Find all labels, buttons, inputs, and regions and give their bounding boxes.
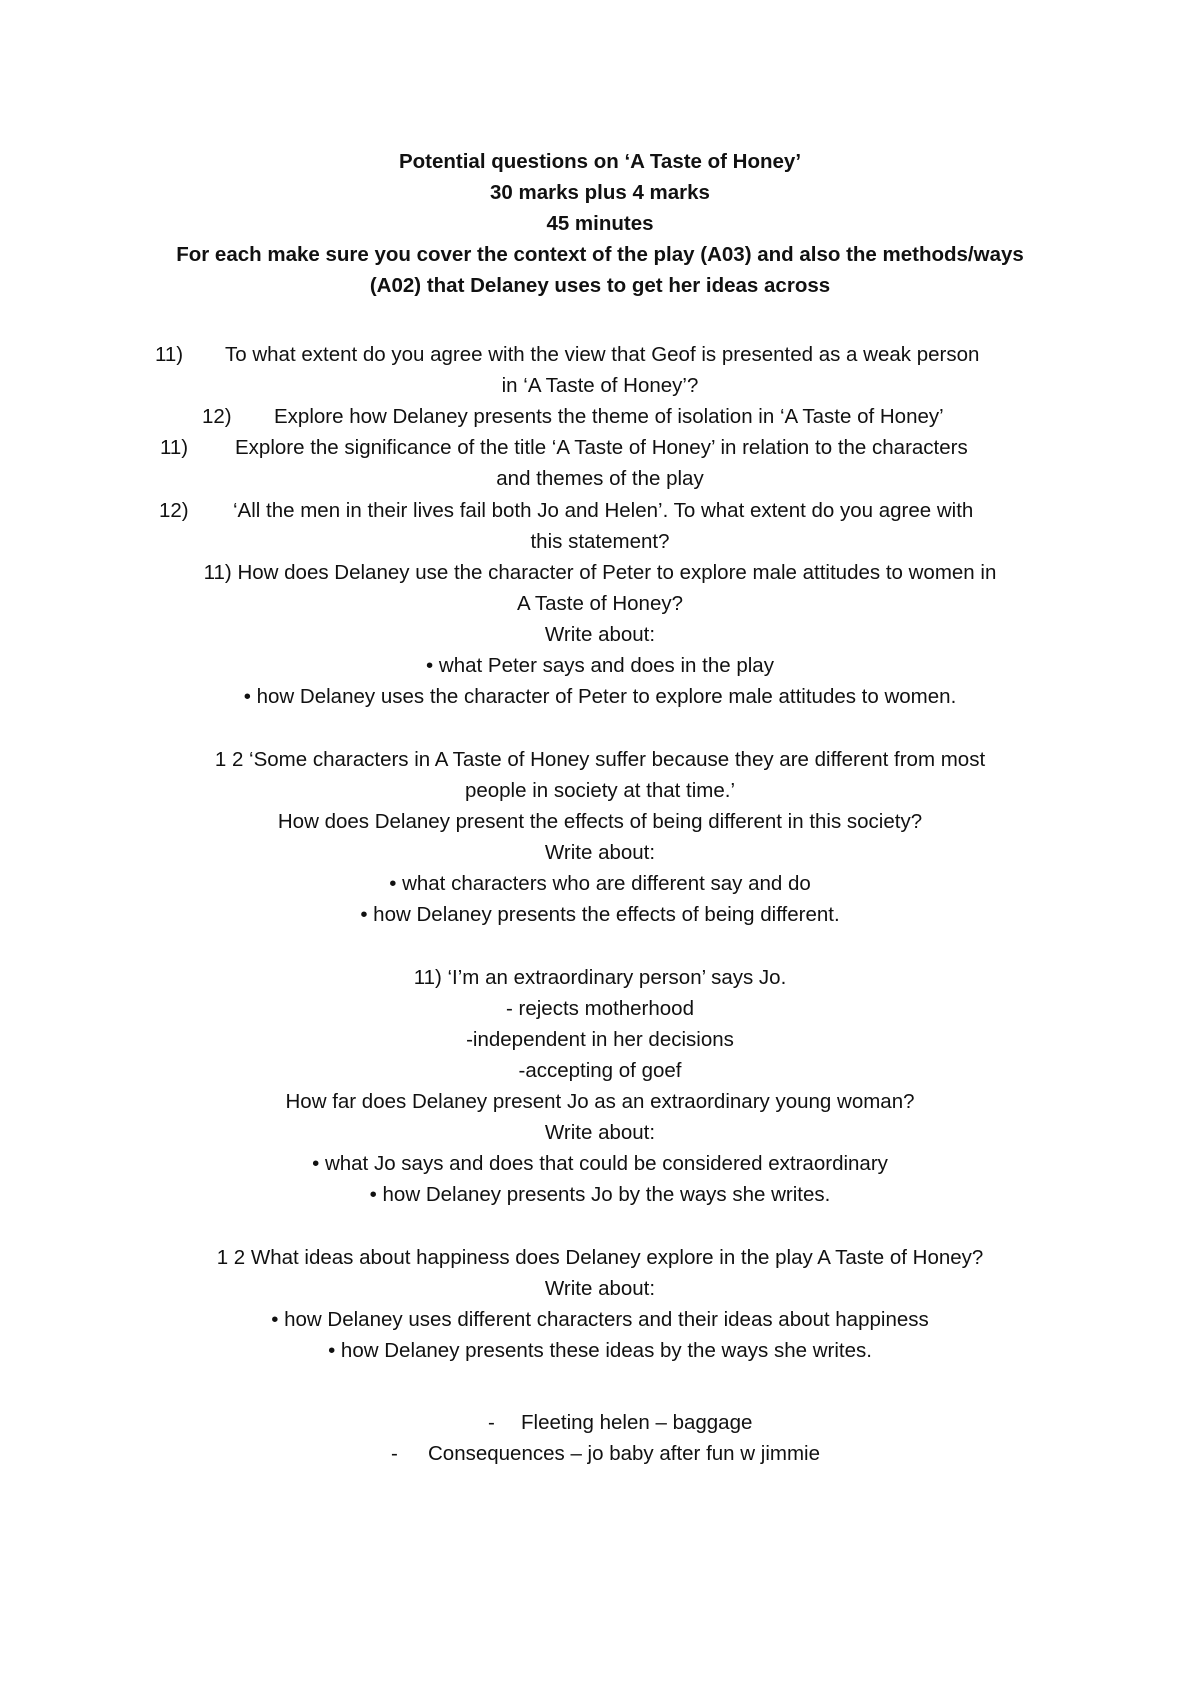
- question-text: How does Delaney present the effects of being different in this society?: [277, 810, 923, 833]
- write-about-label: Write about:: [544, 1121, 656, 1144]
- note-text: Fleeting helen – baggage: [521, 1411, 753, 1434]
- question-text: To what extent do you agree with the view that Geof is presented as a weak person: [225, 343, 980, 366]
- bullet-point: • how Delaney uses different characters and their ideas about happiness: [271, 1308, 929, 1331]
- document-title: Potential questions on ‘A Taste of Honey’: [398, 150, 802, 173]
- bullet-point: • what Jo says and does that could be considered extraordinary: [312, 1152, 888, 1175]
- question-text: 11) How does Delaney use the character of Peter to explore male attitudes to women in: [203, 561, 997, 584]
- bullet-point: • how Delaney presents these ideas by the ways she writes.: [328, 1339, 872, 1362]
- handwritten-note: - rejects motherhood: [505, 997, 694, 1020]
- write-about-label: Write about:: [544, 841, 656, 864]
- write-about-label: Write about:: [544, 1277, 656, 1300]
- question-number: 12): [202, 405, 232, 428]
- question-number: 12): [159, 499, 189, 522]
- handwritten-note: -accepting of goef: [518, 1059, 682, 1082]
- bullet-point: • what Peter says and does in the play: [426, 654, 774, 677]
- instruction-line-1: For each make sure you cover the context of the play (A03) and also the methods/ways: [176, 243, 1024, 266]
- bullet-point: • what characters who are different say and do: [389, 872, 811, 895]
- question-text: ‘All the men in their lives fail both Jo and Helen’. To what extent do you agree with: [233, 499, 974, 522]
- bullet-point: • how Delaney presents Jo by the ways she writes.: [369, 1183, 831, 1206]
- question-text: Explore the significance of the title ‘A Taste of Honey’ in relation to the characters: [235, 436, 968, 459]
- question-number: 11): [155, 343, 184, 366]
- question-text: 11) ‘I’m an extraordinary person’ says Jo.: [413, 966, 787, 989]
- note-dash: -: [391, 1442, 398, 1465]
- note-text: Consequences – jo baby after fun w jimmie: [428, 1442, 820, 1465]
- write-about-label: Write about:: [544, 623, 656, 646]
- question-text: 1 2 What ideas about happiness does Delaney explore in the play A Taste of Honey?: [216, 1246, 984, 1269]
- marks-line: 30 marks plus 4 marks: [490, 181, 710, 204]
- note-dash: -: [488, 1411, 495, 1434]
- bullet-point: • how Delaney presents the effects of being different.: [360, 903, 840, 926]
- question-number: 11): [160, 436, 189, 459]
- question-text: and themes of the play: [496, 467, 704, 490]
- question-text: 1 2 ‘Some characters in A Taste of Honey suffer because they are different from most: [214, 748, 986, 771]
- question-text: Explore how Delaney presents the theme of isolation in ‘A Taste of Honey’: [274, 405, 944, 428]
- question-text: this statement?: [530, 530, 670, 553]
- question-text: people in society at that time.’: [464, 779, 736, 802]
- question-text: A Taste of Honey?: [516, 592, 683, 615]
- bullet-point: • how Delaney uses the character of Peter to explore male attitudes to women.: [243, 685, 957, 708]
- question-text: How far does Delaney present Jo as an extraordinary young woman?: [285, 1090, 915, 1113]
- time-line: 45 minutes: [546, 212, 654, 235]
- instruction-line-2: (A02) that Delaney uses to get her ideas across: [369, 274, 831, 297]
- question-text: in ‘A Taste of Honey’?: [501, 374, 699, 397]
- handwritten-note: -independent in her decisions: [466, 1028, 734, 1051]
